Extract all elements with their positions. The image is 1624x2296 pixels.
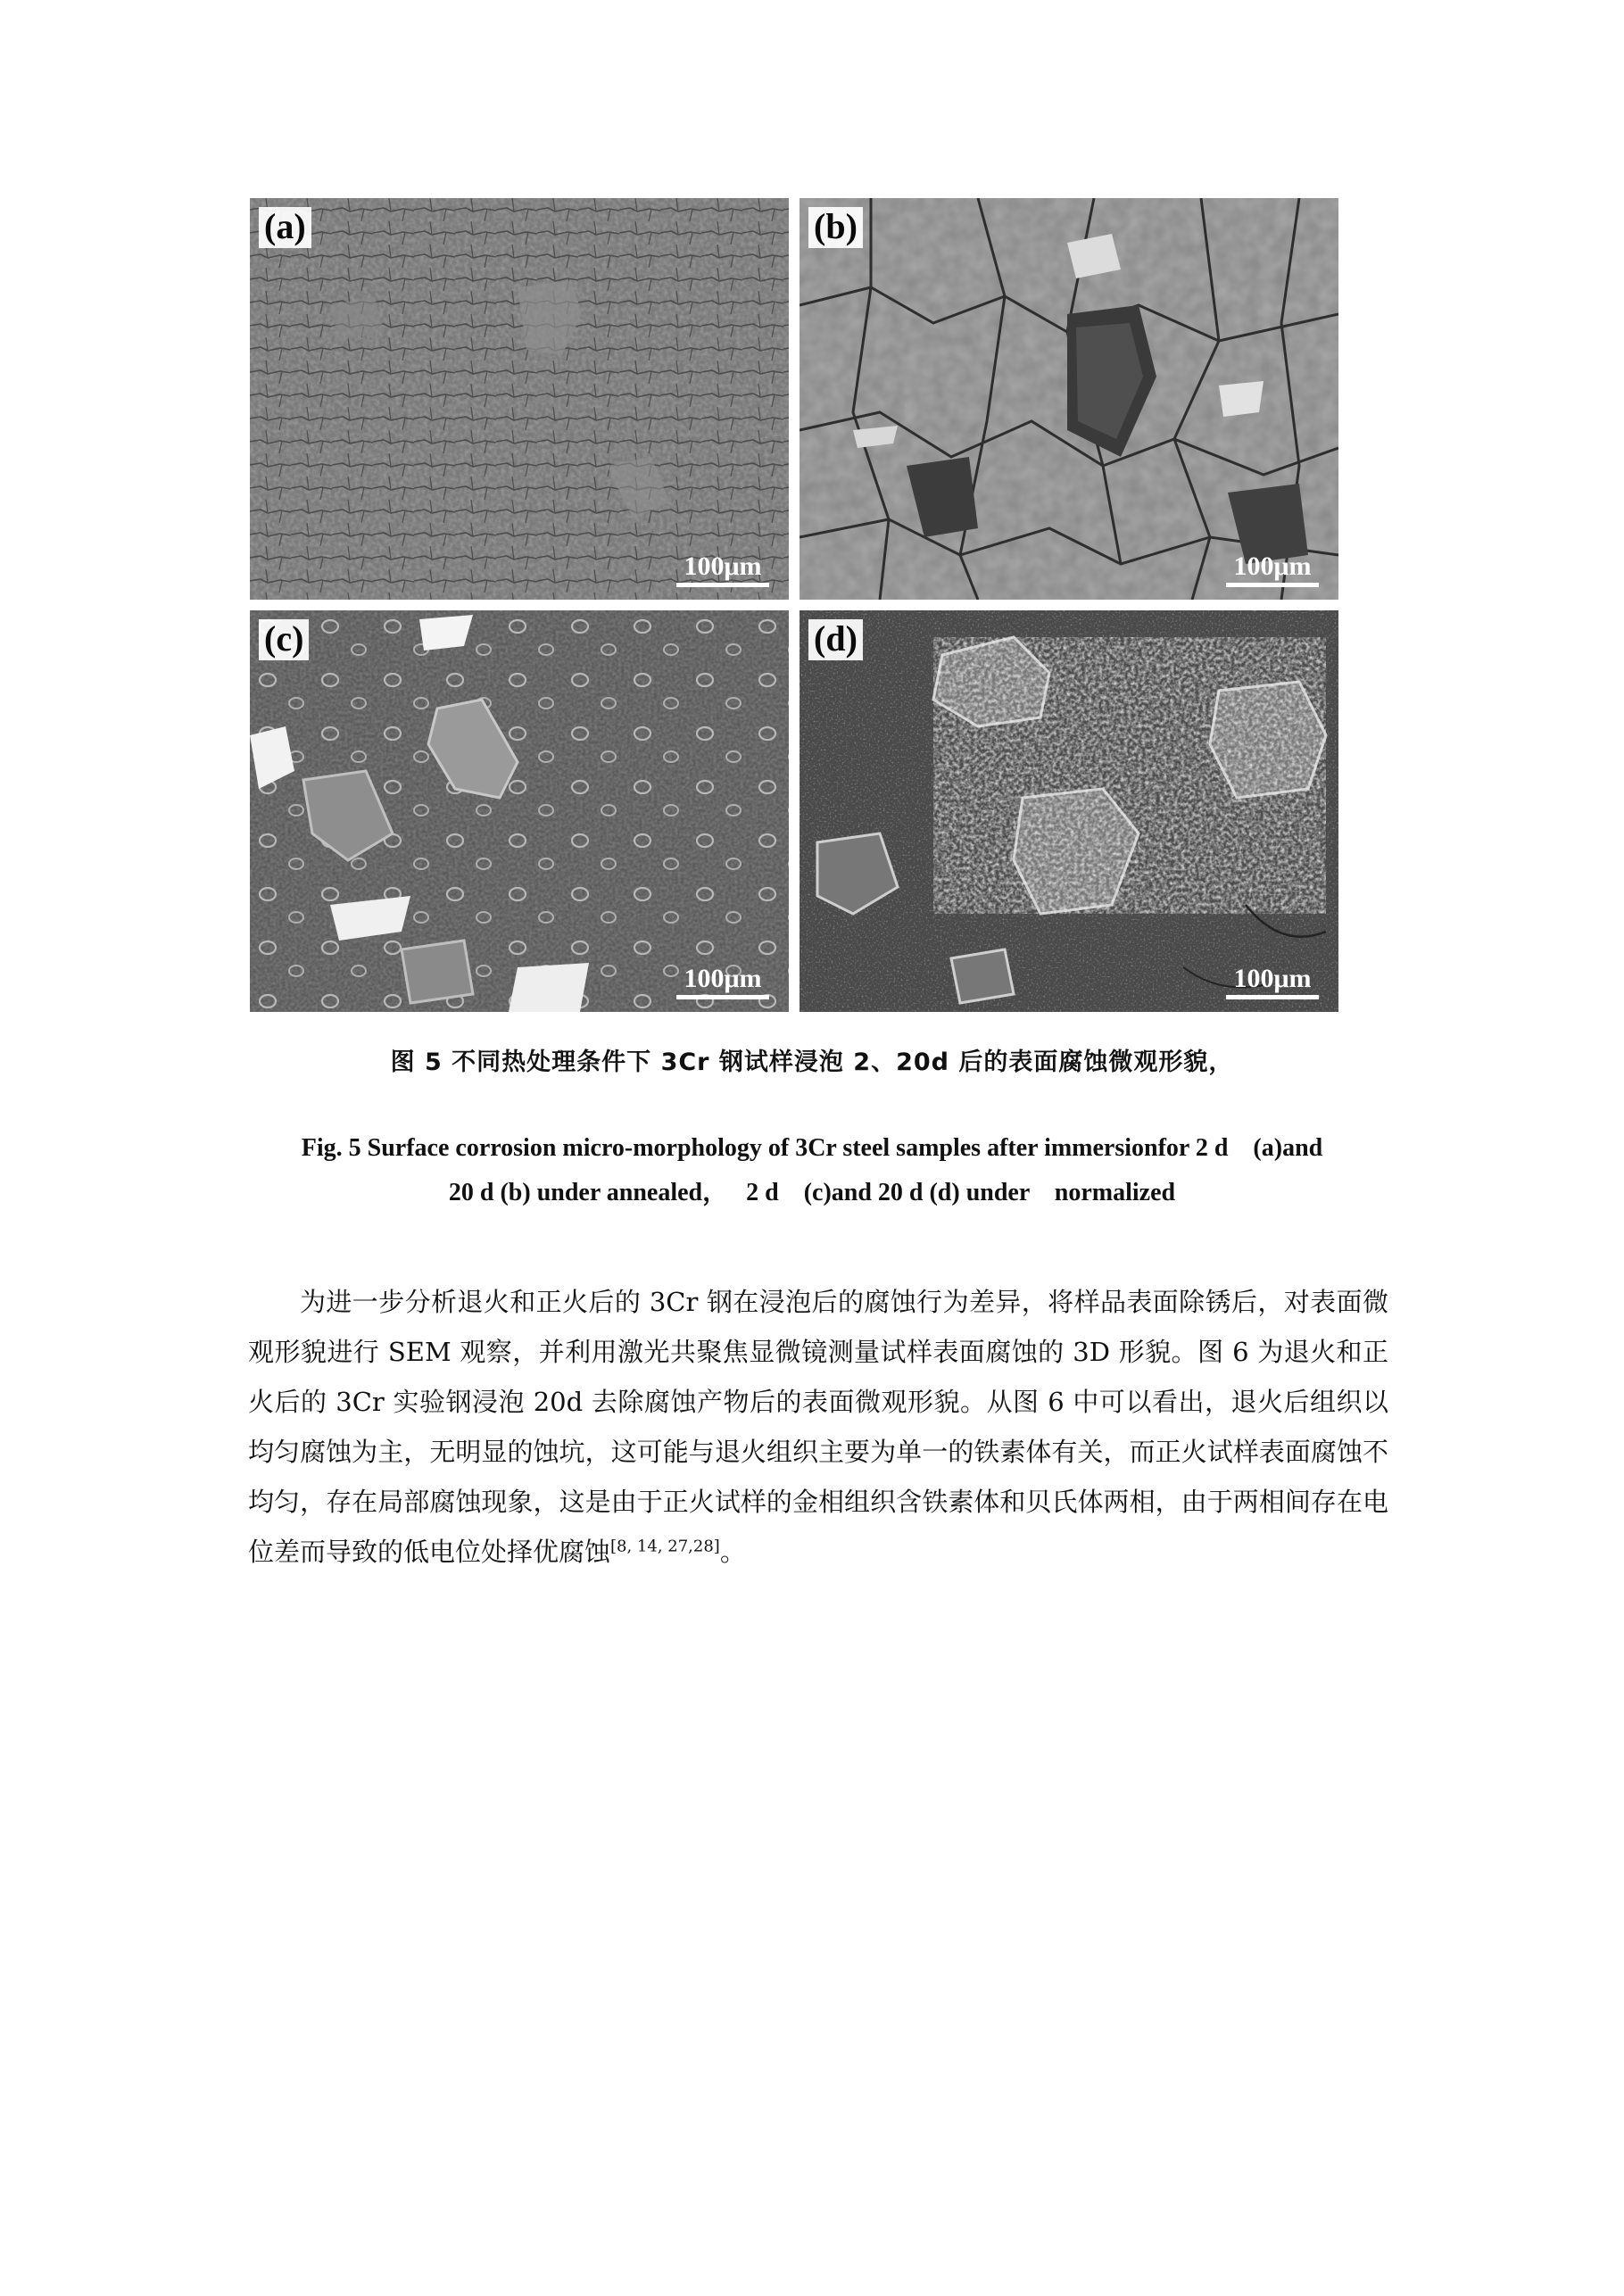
scale-bar-line-a xyxy=(676,583,769,587)
panel-label-c: (c) xyxy=(259,619,309,660)
figure-caption-english xyxy=(214,1126,1410,1215)
paragraph-text: 为进一步分析退火和正火后的 3Cr 钢在浸泡后的腐蚀行为差异，将样品表面除锈后，对表面微观形貌进行 SEM 观察，并利用激光共聚焦显微镜测量试样表面腐蚀的 3D 形貌。图 6 为退火和正火后的 3Cr 实验钢浸泡 20d 去除腐蚀产物后的表面微观形貌。从图 6 中可以看出，退火后组织以均匀腐蚀为主，无明显的蚀坑，这可能与退火组织主要为单一的铁素体有关，而正火试样表面腐蚀不均匀，存在局部腐蚀现象，这是由于正火试样的金相组织含铁素体和贝氏体两相，由于两相间存在电位差而导致的低电位处择优腐蚀 xyxy=(248,1287,1388,1567)
scale-bar-line-d xyxy=(1226,995,1319,999)
scale-bar-line-b xyxy=(1226,583,1319,587)
scale-bar-text-d: 100μm xyxy=(1233,964,1312,993)
caption-en-line-1: Fig. 5 Surface corrosion micro-morphology of 3Cr steel samples after immersionfor 2 d (a)and xyxy=(301,1134,1323,1162)
sem-image-b xyxy=(800,198,1338,600)
sem-panel-d xyxy=(800,610,1338,1012)
sem-image-d xyxy=(800,610,1338,1012)
paragraph-end: 。 xyxy=(719,1537,746,1567)
caption-en-line-2: 20 d (b) under annealed， 2 d (c)and 20 d (d) under normalized xyxy=(448,1179,1176,1206)
scale-bar-b xyxy=(1226,552,1319,587)
panel-label-b: (b) xyxy=(808,207,863,248)
sem-image-c xyxy=(250,610,789,1012)
scale-bar-text-b: 100μm xyxy=(1233,551,1312,581)
scale-bar-d xyxy=(1226,965,1319,999)
sem-panel-b xyxy=(800,198,1338,600)
panel-label-a: (a) xyxy=(259,207,311,248)
scale-bar-a xyxy=(676,552,769,587)
figure-5 xyxy=(250,198,1338,1012)
scale-bar-c xyxy=(676,965,769,999)
sem-panel-c xyxy=(250,610,789,1012)
body-paragraph xyxy=(248,1277,1388,1577)
figure-caption-chinese: 图 5 不同热处理条件下 3Cr 钢试样浸泡 2、20d 后的表面腐蚀微观形貌， xyxy=(390,1049,1234,1076)
scale-bar-text-c: 100μm xyxy=(684,964,762,993)
citation: [8, 14, 27,28] xyxy=(610,1537,720,1556)
panel-label-d: (d) xyxy=(808,619,863,660)
sem-panel-a xyxy=(250,198,789,600)
scale-bar-text-a: 100μm xyxy=(684,551,762,581)
sem-image-a xyxy=(250,198,789,600)
scale-bar-line-c xyxy=(676,995,769,999)
